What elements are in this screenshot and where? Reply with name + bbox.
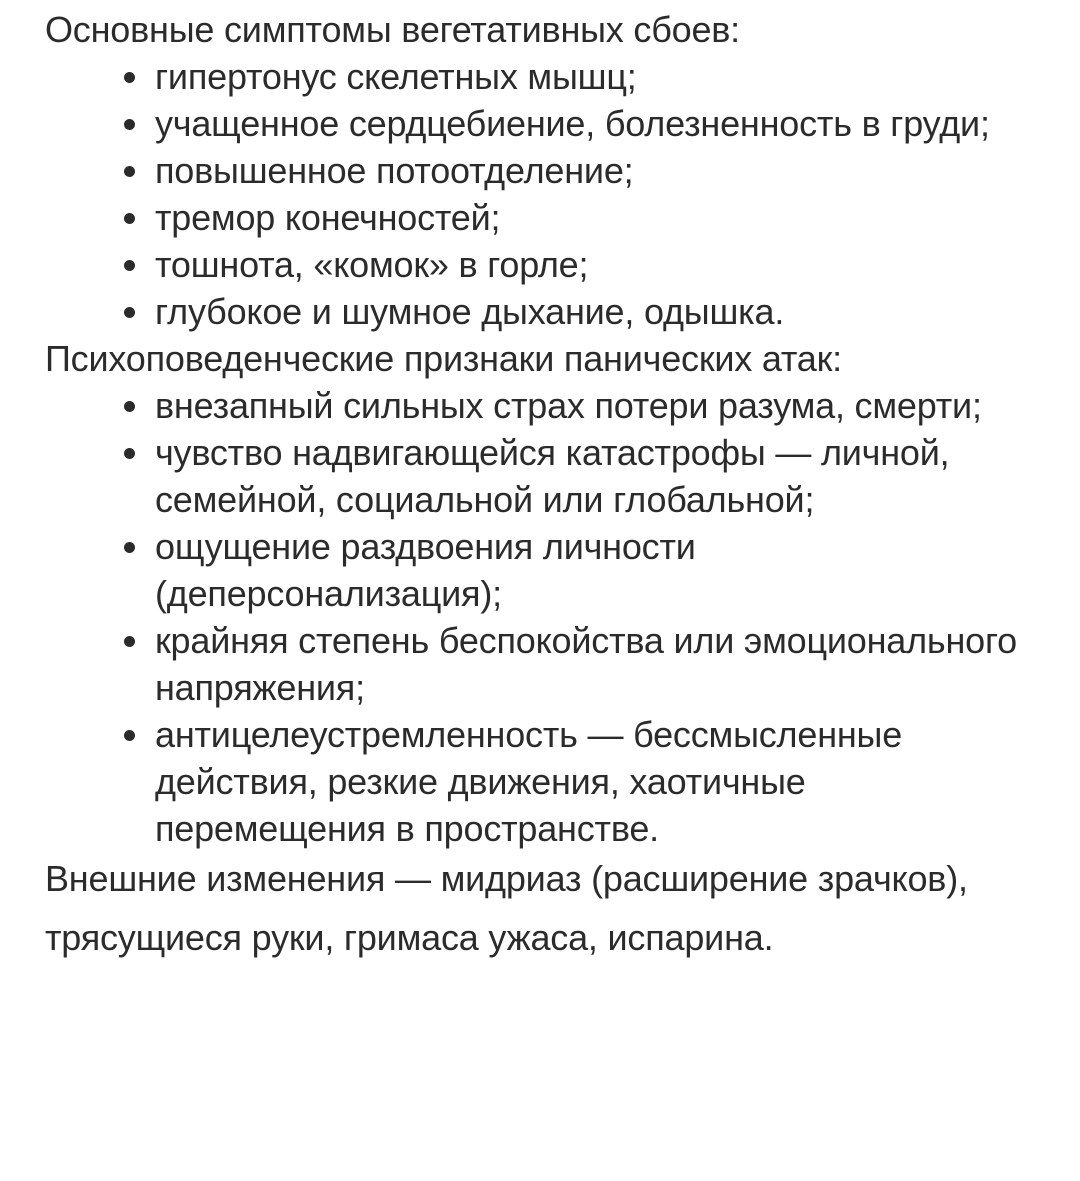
bullet-dot-icon (124, 448, 135, 459)
list-item (155, 194, 1040, 241)
list-item-text: глубокое и шумное дыхание, одышка. (155, 291, 785, 332)
bullet-dot-icon (124, 307, 135, 318)
list-item (155, 53, 1040, 100)
list-item (155, 382, 1040, 429)
list-item-text: учащенное сердцебиение, болезненность в груди; (155, 103, 990, 144)
section-heading-psychobehavioral: Психоповеденческие признаки панических атак: (45, 338, 842, 379)
bullet-dot-icon (124, 119, 135, 130)
list-item-text: ощущение раздвоения личности (деперсонализация); (155, 526, 696, 614)
psychobehavioral-signs-list (45, 382, 1040, 852)
bullet-dot-icon (124, 72, 135, 83)
bullet-dot-icon (124, 166, 135, 177)
list-item (155, 147, 1040, 194)
external-changes-paragraph: Внешние изменения — мидриаз (расширение зрачков), трясущиеся руки, гримаса ужаса, испарина. (45, 858, 968, 958)
list-item-text: повышенное потоотделение; (155, 150, 634, 191)
bullet-dot-icon (124, 730, 135, 741)
list-item (155, 429, 1040, 523)
list-item (155, 523, 1040, 617)
list-item-text: внезапный сильных страх потери разума, смерти; (155, 385, 982, 426)
list-item-text: тремор конечностей; (155, 197, 501, 238)
list-item (155, 617, 1040, 711)
bullet-dot-icon (124, 260, 135, 271)
bullet-dot-icon (124, 213, 135, 224)
bullet-dot-icon (124, 636, 135, 647)
list-item (155, 100, 1040, 147)
vegetative-symptoms-list (45, 53, 1040, 335)
list-item-text: тошнота, «комок» в горле; (155, 244, 589, 285)
list-item (155, 711, 1040, 852)
section-heading-vegetative: Основные симптомы вегетативных сбоев: (45, 9, 740, 50)
list-item-text: гипертонус скелетных мышц; (155, 56, 637, 97)
list-item-text: антицелеустремленность — бессмысленные действия, резкие движения, хаотичные перемещения в пространстве. (155, 714, 903, 849)
bullet-dot-icon (124, 401, 135, 412)
list-item-text: крайняя степень беспокойства или эмоционального напряжения; (155, 620, 1017, 708)
list-item-text: чувство надвигающейся катастрофы — личной, семейной, социальной или глобальной; (155, 432, 950, 520)
list-item (155, 288, 1040, 335)
list-item (155, 241, 1040, 288)
bullet-dot-icon (124, 542, 135, 553)
